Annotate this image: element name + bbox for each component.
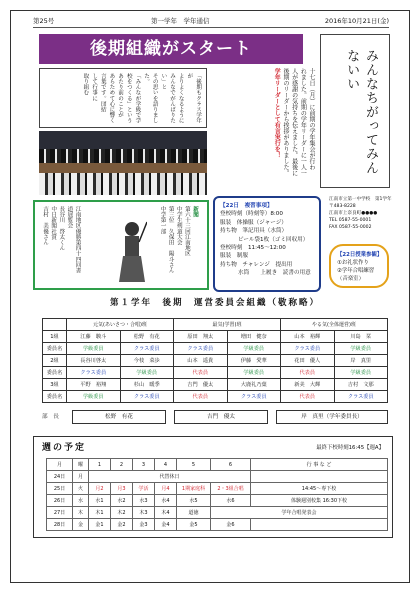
main-article xyxy=(213,68,315,192)
cell: 道徳 xyxy=(177,507,211,519)
cell: 代表員 xyxy=(174,391,228,403)
contact-line: 江南市上奈良町●●●● xyxy=(329,211,378,217)
cell: 代表員 xyxy=(281,367,335,379)
award-line: 中日新聞社賞 xyxy=(50,206,57,240)
note-line: あたり前のことが xyxy=(117,73,124,118)
table-row xyxy=(43,391,388,403)
bubble-title: 【22日授業参観】 xyxy=(337,252,383,258)
cell: 金 xyxy=(73,519,89,531)
contact-line: TEL 0587-55-0001 xyxy=(329,218,372,224)
cell: 金1 xyxy=(89,519,111,531)
sched-head: 月 xyxy=(47,459,73,471)
table-row xyxy=(43,379,388,391)
cell: 金4 xyxy=(155,519,177,531)
org-table xyxy=(42,318,388,403)
cell: 代表員 xyxy=(174,367,228,379)
note-line: 言葉です。団結 xyxy=(99,73,106,113)
notice-item: 登校時刻（時刻等）8:00 xyxy=(220,211,283,218)
cell: 水6 xyxy=(211,495,251,507)
newsletter-header xyxy=(33,16,389,26)
cell: クラス委員 xyxy=(120,343,174,355)
cell: クラス委員 xyxy=(67,367,121,379)
cell: 委員名 xyxy=(43,367,67,379)
award-label: 新聞 xyxy=(192,206,198,218)
grade-title: 第一学年 学年通信 xyxy=(151,17,210,25)
week-title: 週の予定 xyxy=(42,443,87,453)
cell: 金3 xyxy=(133,519,155,531)
award-line: 吉村 美優さん xyxy=(42,206,49,246)
cell: 26日 xyxy=(47,495,73,507)
notice-item: 服装 制服 xyxy=(220,253,248,260)
sched-head: 2 xyxy=(111,459,133,471)
award-line: 第六十三回江南地区 xyxy=(183,206,190,257)
cell: 水4 xyxy=(155,495,177,507)
cell: 江藤 駿斗 xyxy=(67,331,121,343)
cell: 増田 健奈 xyxy=(227,331,281,343)
table-row xyxy=(43,355,388,367)
leader-box: 岸 真里（学年委員長） xyxy=(276,410,388,424)
note-line: 取り組む xyxy=(82,73,89,96)
cell: 川島 栞 xyxy=(334,331,388,343)
table-row xyxy=(47,519,388,531)
cell: 委員名 xyxy=(43,343,67,355)
cell: 水5 xyxy=(177,495,211,507)
issue-date: 2016年10月21日(金) xyxy=(324,17,389,25)
leaders-label: 部 長 xyxy=(42,414,59,420)
note-line: その思いを語りました。 xyxy=(143,73,158,124)
cell: 学級委員 xyxy=(227,343,281,355)
cell: 吉村 文那 xyxy=(334,379,388,391)
cell: 水1 xyxy=(89,495,111,507)
slogan-box xyxy=(320,34,390,188)
sched-head: 1 xyxy=(89,459,111,471)
cell: 岸 真里 xyxy=(334,355,388,367)
notice-item: 服装 体操服（ジャージ） xyxy=(220,219,287,226)
note-line: あらためて心に響く xyxy=(108,73,115,124)
note-line: みんなでがんばりたい」と xyxy=(160,73,176,124)
article-line: 十七日（月）に前期の学年集会が行わ xyxy=(308,68,315,170)
table-row xyxy=(47,471,388,483)
schedule-table xyxy=(46,458,388,531)
cell: 吉門 優太 xyxy=(174,379,228,391)
award-line: 道展覧会 xyxy=(66,206,73,229)
cell: 体験週別校集 16:30下校 xyxy=(251,495,388,507)
org-header xyxy=(43,319,67,331)
cell: 学級委員 xyxy=(67,391,121,403)
bubble-item: ①お礼状作り xyxy=(337,260,369,267)
sched-head: 5 xyxy=(177,459,211,471)
article-highlight: 学年リーダーとして有言実行を！ xyxy=(273,68,281,158)
bubble-item: （音楽室） xyxy=(337,276,364,283)
cell: 3組 xyxy=(43,379,67,391)
org-header: やる気(全体運営)班 xyxy=(281,319,388,331)
cell: 月3 xyxy=(111,483,133,495)
table-row xyxy=(43,331,388,343)
note-line: 校をつくる」という xyxy=(125,73,132,124)
article-line: れました。前期の学年リーダーに一人一 xyxy=(299,68,307,176)
org-header: 元気(あいさつ・合唱)班 xyxy=(67,319,174,331)
sched-head: 行 事 な ど xyxy=(251,459,388,471)
org-title: 第１学年 後期 運営委員会組織（敬称略） xyxy=(109,298,320,308)
cell xyxy=(251,519,388,531)
note-line: よりよくなるように xyxy=(177,73,184,124)
cell: 木2 xyxy=(111,507,133,519)
assembly-photo xyxy=(39,131,207,195)
cell: クラス委員 xyxy=(174,343,228,355)
note-line: 「後期もクラス学年が xyxy=(186,73,201,124)
cell: 学年合唱発表会 xyxy=(211,507,388,519)
cell: 伊藤 愛華 xyxy=(227,355,281,367)
cell: 今枝 菜歩 xyxy=(120,355,174,367)
cell: 学級委員 xyxy=(334,367,388,379)
award-line: 中学第一部 xyxy=(159,206,166,234)
note-line: して行事に xyxy=(91,73,98,101)
cell: 月 xyxy=(73,471,89,483)
cell: 学級委員 xyxy=(120,367,174,379)
cell: 学級委員 xyxy=(67,343,121,355)
cell: 1組 xyxy=(43,331,67,343)
cell: 大鹿礼乃葉 xyxy=(227,379,281,391)
cell: 委員名 xyxy=(43,391,67,403)
awards-box xyxy=(33,200,209,290)
sched-head: 4 xyxy=(155,459,177,471)
cell: 水2 xyxy=(111,495,133,507)
award-line: 江南地区優勝第四十四回書 xyxy=(74,206,81,274)
cell: 木 xyxy=(73,507,89,519)
leader-box: 松野 有花 xyxy=(72,410,166,424)
cell: 学級委員 xyxy=(227,367,281,379)
header-divider xyxy=(33,27,389,28)
table-row xyxy=(43,367,388,379)
cell: 山本 裕輝 xyxy=(281,331,335,343)
cell: 代替休日 xyxy=(89,471,251,483)
award-line: 第三位 久保田 陽斗さん xyxy=(167,206,174,274)
article-line: 後期のリーダーから挨拶がありました。 xyxy=(281,68,289,176)
notice-item: 持ち物 チャレンジ 提出用 xyxy=(220,261,293,268)
cell: 杉山 暖季 xyxy=(120,379,174,391)
cell: 山本 遥貴 xyxy=(174,355,228,367)
cell: 木1 xyxy=(89,507,111,519)
notice-title: 【22日 複習事項】 xyxy=(220,203,273,209)
cell: 2組 xyxy=(43,355,67,367)
contact-line: 江南市立第一中学校 第1学年 xyxy=(329,197,392,202)
cell: クラス委員 xyxy=(281,343,335,355)
cell: 27日 xyxy=(47,507,73,519)
cell: 木4 xyxy=(155,507,177,519)
side-note xyxy=(39,68,207,128)
table-row xyxy=(47,507,388,519)
week-note: 最終下校時刻16:45【週A】 xyxy=(316,445,384,451)
cell: 代表員 xyxy=(281,391,335,403)
contact-line: FAX 0587-55-0002 xyxy=(329,225,372,231)
cell: 1期家庭科 xyxy=(177,483,211,495)
sched-head: 3 xyxy=(133,459,155,471)
cell: クラス委員 xyxy=(334,391,388,403)
school-contact xyxy=(329,196,395,242)
cell: 松野 有花 xyxy=(120,331,174,343)
cell: 新美 大輝 xyxy=(281,379,335,391)
issue-number: 第25号 xyxy=(33,17,55,25)
notice-item: 水筒 上履き 読書の用意 xyxy=(238,270,311,277)
cell: 金2 xyxy=(111,519,133,531)
cell: 金6 xyxy=(211,519,251,531)
cell: 原田 翔太 xyxy=(174,331,228,343)
cell: 平野 裕翔 xyxy=(67,379,121,391)
notice-item: 登校時刻 11:45～12:00 xyxy=(220,244,286,251)
cell: 14:45～専下校 xyxy=(251,483,388,495)
cell: クラス委員 xyxy=(120,391,174,403)
slogan-text: みんなちがってみんないい xyxy=(344,49,378,175)
kendo-illustration xyxy=(117,220,147,286)
notice-item: ビール袋1枚（ゴミ回収用） xyxy=(238,236,309,243)
contact-line: 〒483-8228 xyxy=(329,204,356,210)
sched-head: 曜 xyxy=(73,459,89,471)
table-row xyxy=(43,343,388,355)
award-line: 中学生剣道大会 xyxy=(175,206,182,246)
bubble-item: ②学年合唱練習 xyxy=(337,268,375,275)
table-row xyxy=(47,483,388,495)
cell: 学級委員 xyxy=(334,343,388,355)
notice-box xyxy=(213,196,321,292)
cell: 水 xyxy=(73,495,89,507)
cell: 木3 xyxy=(133,507,155,519)
cell: 学活 xyxy=(133,483,155,495)
headline-banner: 後期組織がスタート xyxy=(39,34,303,64)
cell: 金5 xyxy=(177,519,211,531)
org-header: 最気(学習)班 xyxy=(174,319,281,331)
table-row xyxy=(47,495,388,507)
cell: 28日 xyxy=(47,519,73,531)
sched-head: 6 xyxy=(211,459,251,471)
award-line: 長谷川 啓太くん xyxy=(58,206,65,251)
cell: 花田 優人 xyxy=(281,355,335,367)
article-line: 人が感謝の気持ちを伝えました。最後に xyxy=(290,68,298,176)
cell: 25日 xyxy=(47,483,73,495)
notice-item: 持ち物 筆記用具（水筒） xyxy=(220,228,288,235)
note-line: 「みんなが学級で学 xyxy=(134,73,141,124)
open-class-bubble xyxy=(329,244,389,288)
leaders-row xyxy=(42,404,388,424)
cell: 水3 xyxy=(133,495,155,507)
cell: 24日 xyxy=(47,471,73,483)
cell: 月4 xyxy=(155,483,177,495)
cell: 長谷川啓太 xyxy=(67,355,121,367)
cell: クラス委員 xyxy=(227,391,281,403)
cell: 2・3組合唱 xyxy=(211,483,251,495)
cell: 月2 xyxy=(89,483,111,495)
cell xyxy=(251,471,388,483)
leader-box: 吉門 優太 xyxy=(174,410,268,424)
cell: 火 xyxy=(73,483,89,495)
